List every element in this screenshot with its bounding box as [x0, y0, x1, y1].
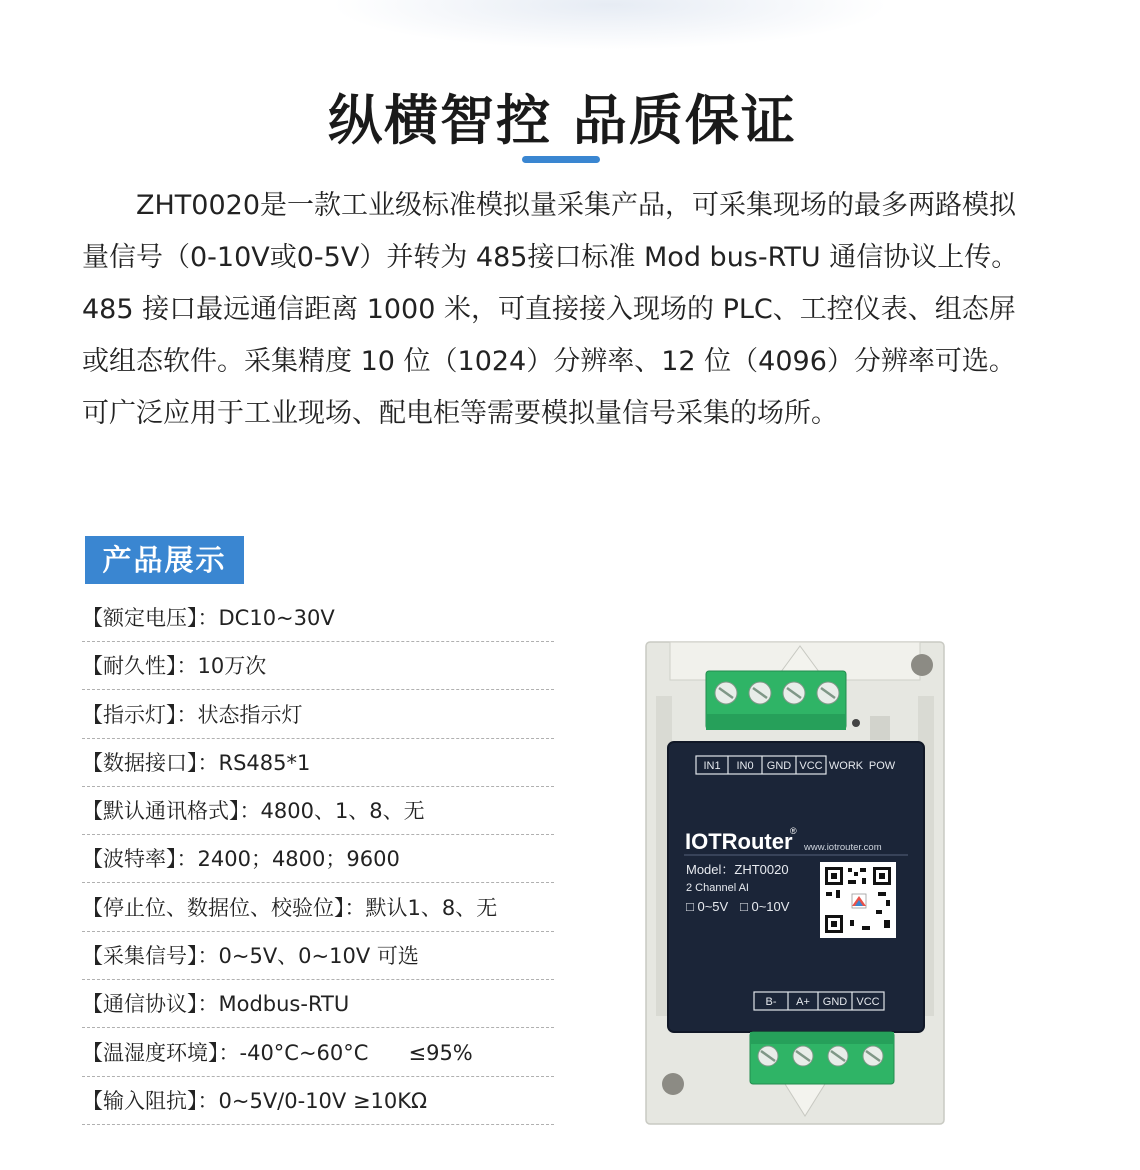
- spec-row-protocol: [82, 981, 554, 1028]
- spec-value: 0~5V、0~10V 可选: [218, 944, 419, 969]
- terminal-label: B-: [765, 996, 777, 1008]
- spec-label: 【数据接口】：: [82, 750, 219, 775]
- channel-label: 2 Channel AI: [686, 882, 749, 894]
- website-label: www.iotrouter.com: [804, 842, 882, 853]
- option-0-10v: □ 0~10V: [740, 899, 790, 914]
- top-glow-decoration: [330, 0, 890, 50]
- spec-label: 【额定电压】：: [82, 606, 219, 630]
- spec-value: DC10~30V: [218, 606, 335, 630]
- spec-row-input-impedance: [82, 1078, 554, 1125]
- mounting-hole: [911, 654, 933, 676]
- qr-code-icon: [820, 862, 896, 938]
- product-description: ZHT0020是一款工业级标准模拟量采集产品，可采集现场的最多两路模拟量信号（0-10V或0-5V）并转为 485接口标准 Mod bus-RTU 通信协议上传。485 接口最远通信距离 1000 米，可直接接入现场的 PLC、工控仪表、组态屏或组态软件。采集精度 10 位（1024）分辨率、12 位（4096）分辨率可选。可广泛应用于工业现场、配电柜等需要模拟量信号采集的场所。: [82, 190, 1019, 429]
- terminal-label: VCC: [856, 996, 880, 1008]
- spec-row-stop-data-parity: [82, 885, 554, 932]
- terminal-label: GND: [822, 996, 848, 1008]
- registered-mark: ®: [790, 826, 797, 836]
- spec-label: 【波特率】：: [82, 847, 198, 872]
- section-label-product-display: 产品展示: [85, 536, 244, 584]
- product-image: [640, 636, 950, 1126]
- spec-row-durability: [82, 643, 554, 690]
- spec-value: 10万次: [197, 654, 267, 679]
- indicator-label-work: WORK: [828, 760, 864, 772]
- indicator-label-pow: POW: [868, 760, 896, 772]
- spec-label: 【输入阻抗】：: [82, 1088, 219, 1113]
- terminal-label: A+: [796, 996, 810, 1008]
- spec-value: 默认1、8、无: [365, 895, 498, 920]
- terminal-label: IN1: [703, 760, 721, 772]
- spec-row-baud-rate: [82, 836, 554, 883]
- mounting-hole: [662, 1073, 684, 1095]
- spec-label: 【温湿度环境】：: [82, 1040, 240, 1065]
- spec-row-environment: [82, 1030, 554, 1077]
- title-underline: [522, 156, 600, 163]
- spec-value: 状态指示灯: [197, 702, 303, 727]
- spec-value: -40°C~60°C ≤95%: [239, 1040, 473, 1065]
- spec-label: 【指示灯】：: [82, 702, 198, 727]
- model-label: Model：ZHT0020: [686, 862, 789, 877]
- spec-value: 2400；4800；9600: [197, 847, 400, 872]
- front-panel: [668, 742, 924, 1032]
- terminal-label: GND: [766, 760, 792, 772]
- spec-value: RS485*1: [218, 750, 311, 775]
- spec-label: 【耐久性】：: [82, 654, 198, 679]
- page-title: 纵横智控 品质保证: [328, 89, 797, 152]
- terminal-label: VCC: [799, 760, 823, 772]
- bottom-terminal-block: [750, 1032, 894, 1084]
- spec-label: 【通信协议】：: [82, 992, 219, 1017]
- spec-row-rated-voltage: [82, 595, 554, 642]
- terminal-label: IN0: [736, 760, 754, 772]
- spec-row-signal: [82, 933, 554, 980]
- status-led: [852, 719, 860, 727]
- spec-value: 4800、1、8、无: [260, 799, 425, 824]
- spec-label: 【采集信号】：: [82, 944, 219, 969]
- spec-list: [82, 595, 554, 1126]
- spec-row-data-interface: [82, 740, 554, 787]
- spec-value: 0~5V/0-10V ≥10KΩ: [218, 1088, 428, 1113]
- option-0-5v: □ 0~5V: [686, 899, 729, 914]
- spec-row-default-format: [82, 788, 554, 835]
- spec-row-indicator: [82, 692, 554, 739]
- brand-logo: IOTRouter: [685, 829, 793, 854]
- spec-label: 【停止位、数据位、校验位】：: [82, 895, 366, 920]
- spec-label: 【默认通讯格式】：: [82, 799, 261, 824]
- spec-value: Modbus-RTU: [218, 992, 350, 1017]
